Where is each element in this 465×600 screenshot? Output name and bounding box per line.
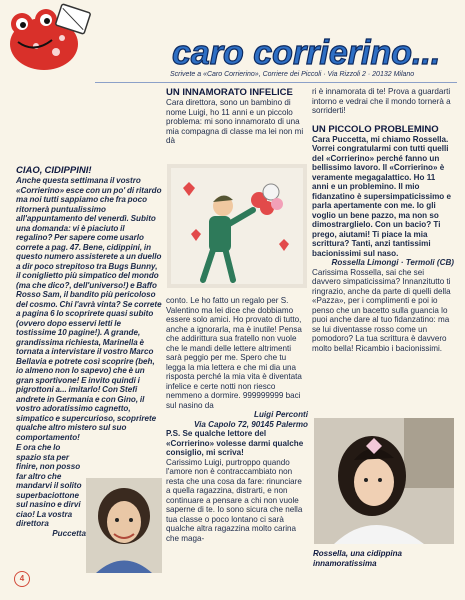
photo-caption: Rossella, una cidippina innamoratissima — [313, 549, 402, 568]
director-portrait — [86, 478, 162, 573]
svg-text:caro corrierino...: caro corrierino... — [172, 34, 441, 72]
lovestruck-boy-illustration — [167, 164, 307, 288]
letter-ps: P.S. Se qualche lettore del «Corrierino» volesse darmi qualche consiglio, mi scriva! — [166, 429, 304, 457]
frog-mascot-icon — [0, 0, 96, 80]
reply-continued: ri è innamorata di te! Prova a guardarti intorno e vedrai che il mondo tornerà a sorriderti! — [312, 87, 451, 115]
header-divider — [95, 82, 457, 83]
address-line: Scrivete a «Caro Corrierino», Corriere dei Piccoli · Via Rizzoli 2 · 20132 Milano — [170, 71, 415, 78]
letter-rossella-column — [312, 87, 454, 353]
letter2-reply: Carissima Rossella, sai che sei davvero simpaticissima? Innanzitutto ti ringrazio, anche da parte di quelli della «Pazza», per i complimenti e poi io penso che un bacetto sulla guancia lo puoi anche dare al tuo fidanzatino: ma se lui diventasse rosso come un pomodoro? La tua scrittura è davvero molto bella! Ricambio i bacionissimi. — [312, 267, 451, 353]
rossella-photo — [314, 418, 454, 544]
editorial-signature: Puccetta — [52, 528, 86, 538]
editorial-heading: CIAO, CIDIPPINI! — [16, 165, 92, 176]
letter-luigi-continued — [166, 296, 308, 543]
letter-body: conto. Le ho fatto un regalo per S. Valentino ma lei dice che dobbiamo essere solo amici. Ho provato di tutto, anche a ignorarla, ma è inutile! Pensa che addirittura sua fratello non vuole che le mandi delle lettere altrimenti sarà peggio per me. Spero che tu legga la mia lettera e che mi dia una risposta perché la mia vita è diventata infelice e certe notti non riesco nemmeno a dormire. 999999999 baci sul nasino da — [166, 296, 302, 410]
letter-luigi-column — [166, 87, 308, 146]
letter-signature-name: Luigi Perconti — [254, 410, 308, 419]
letter2-signature: Rossella Limongi · Termoli (CB) — [331, 258, 454, 267]
letter-heading: UN INNAMORATO INFELICE — [166, 87, 293, 98]
letter-intro: Cara direttora, sono un bambino di nome Luigi, ho 11 anni e un piccolo problema: mi sono innamorato di una mia compagna di classe ma lei non mi dà — [166, 98, 304, 145]
editorial-closing: E ora che lo spazio sta per finire, non posso far altro che mandarvi il solito superbaciottone sul nasino e dirvi ciao! La vostra direttora — [16, 443, 82, 528]
letter2-heading: UN PICCOLO PROBLEMINO — [312, 123, 439, 135]
letter2-body: Cara Puccetta, mi chiamo Rossella. Vorrei congratularmi con tutti quelli del «Corrierino» perché fanno un bellissimo lavoro. Il «Corrierino» è veramente megagalattico. Ho 11 anni e un problemino. Il mio fidanzatino è supersimpaticissimo e parla apertamente con me. Io gli voglio un bene pazzo, ma non so dimostrarglielo. Con un bacio? Ti prego, aiutami! Ti piace la mia scrittura? Tanti, anzi tantissimi bacionissimi sul naso. — [312, 134, 451, 258]
page-title — [168, 28, 458, 74]
editorial-body: Anche questa settimana il vostro «Corrierino» esce con un po' di ritardo ma noi tutti sappiamo che fra poco ritornerà puntualissimo all'appuntamento del venerdì. Subito una domanda: vi è piaciuto il regalino? Per sapere come usarlo correte a pag. 47. Bene, cidippini, in questo numero assisterete a un duello a dir poco strepitoso tra Bugs Bunny, il coniglietto più simpatico del mondo (ma che dico?, dell'universo!) e Baffo Rosso Sam, il bandito più pericoloso del cosmo. Chi l'avrà vinta? Se correte a pagina 6 lo scoprirete quasi subito (ovvero dopo esservi letti le tostissime 10 pagine!). A grande, grandissima richiesta, Marinella è tornata a intervistare il vostro Marco Bellavia e potrete così scoprire (beh, io almeno non lo sapevo) che è un gran sportivone! E invito quindi i pigrottoni a... imitarlo! Con Stefi andrete in Germania e con Gino, il vostro adoratissimo cagnetto, simpatico e supercurioso, scoprirete qualche altro mistero sul suo comportamento! — [16, 176, 162, 442]
page-number: 4 — [14, 571, 30, 587]
letter-reply: Carissimo Luigi, purtroppo quando l'amore non è contraccambiato non resta che una cosa da fare: rinunciare a quella ragazzina, distrarti, e non continuare a pensare a chi non vuole saperne di te. Io sono sicura che nella tua classe o poco lontano ci sarà qualche altra ragazzina molto carina che maga- — [166, 457, 303, 543]
letter-signature-address: Via Capolo 72, 90145 Palermo — [194, 419, 308, 429]
